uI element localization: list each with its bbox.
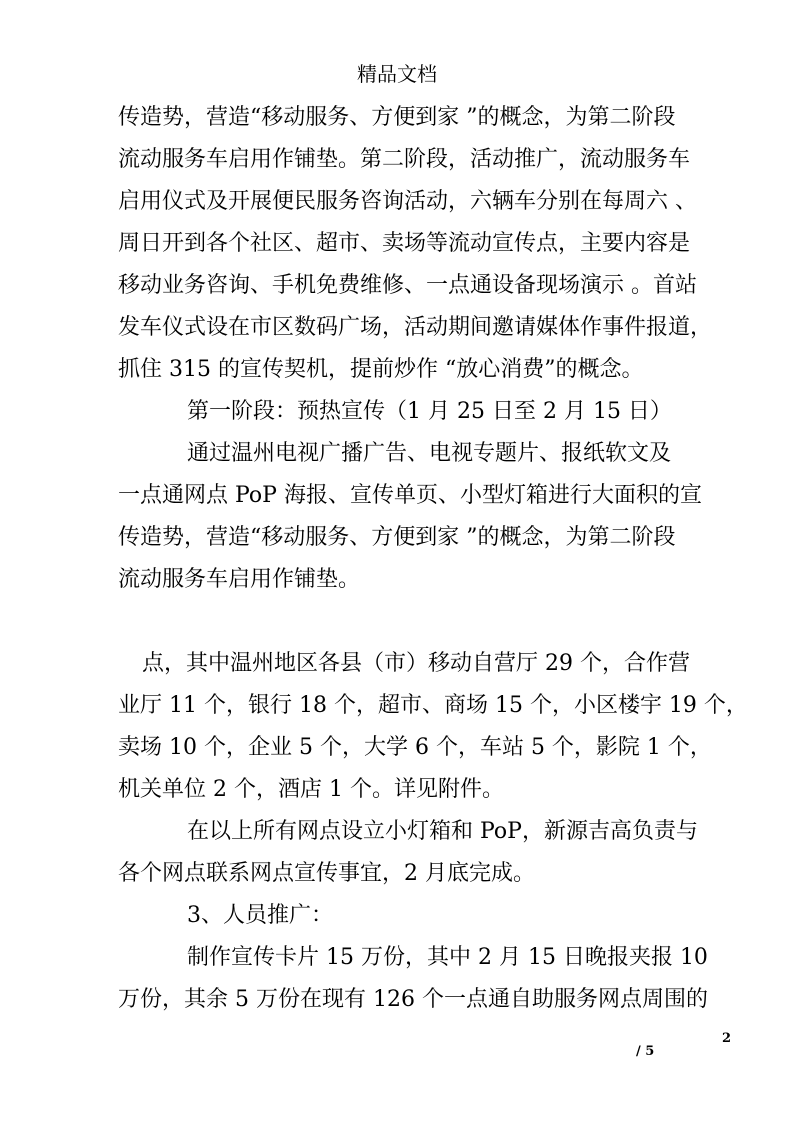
- document-header-title: 精品文档: [357, 62, 437, 86]
- body-text-line: 业厅 11 个，银行 18 个，超市、商场 15 个，小区楼宇 19 个，: [118, 693, 748, 718]
- body-text-line: 一点通网点 PoP 海报、宣传单页、小型灯箱进行大面积的宣: [118, 483, 702, 508]
- body-text-line: 通过温州电视广播广告、电视专题片、报纸软文及: [187, 441, 672, 466]
- body-text-line: 万份，其余 5 万份在现有 126 个一点通自助服务网点周围的: [118, 987, 708, 1012]
- body-text-line: 卖场 10 个，企业 5 个，大学 6 个，车站 5 个，影院 1 个，: [118, 735, 712, 760]
- body-text-line: 发车仪式设在市区数码广场，活动期间邀请媒体作事件报道，: [118, 315, 713, 340]
- body-text-line: 制作宣传卡片 15 万份，其中 2 月 15 日晚报夹报 10: [187, 945, 708, 970]
- body-text-line: 启用仪式及开展便民服务咨询活动，六辆车分别在每周六 、: [118, 189, 697, 214]
- section-heading-line: 第一阶段：预热宣传（1 月 25 日至 2 月 15 日）: [187, 399, 672, 424]
- body-text-line: 各个网点联系网点宣传事宜，2 月底完成。: [118, 861, 535, 886]
- body-text-line: 移动业务咨询、手机免费维修、一点通设备现场演示 。首站: [118, 273, 697, 298]
- body-text-line: 点，其中温州地区各县（市）移动自营厅 29 个，合作营: [142, 651, 690, 676]
- body-text-line: 传造势，营造“移动服务、方便到家 ”的概念，为第二阶段: [118, 105, 676, 130]
- body-text-line: 抓住 315 的宣传契机，提前炒作 “放心消费”的概念。: [118, 357, 644, 382]
- section-heading-line: 3、人员推广：: [187, 903, 333, 928]
- page-total: / 5: [636, 1044, 655, 1059]
- body-text-line: 周日开到各个社区、超市、卖场等流动宣传点，主要内容是: [118, 231, 691, 256]
- body-text-line: 机关单位 2 个，酒店 1 个。详见附件。: [118, 777, 504, 802]
- page-number: 2: [722, 1031, 732, 1046]
- body-text-line: 流动服务车启用作铺垫。: [118, 567, 361, 592]
- body-text-line: 在以上所有网点设立小灯箱和 PoP，新源吉高负责与: [187, 819, 698, 844]
- body-text-line: 传造势，营造“移动服务、方便到家 ”的概念，为第二阶段: [118, 525, 676, 550]
- body-text-line: 流动服务车启用作铺垫。第二阶段，活动推广，流动服务车: [118, 147, 691, 172]
